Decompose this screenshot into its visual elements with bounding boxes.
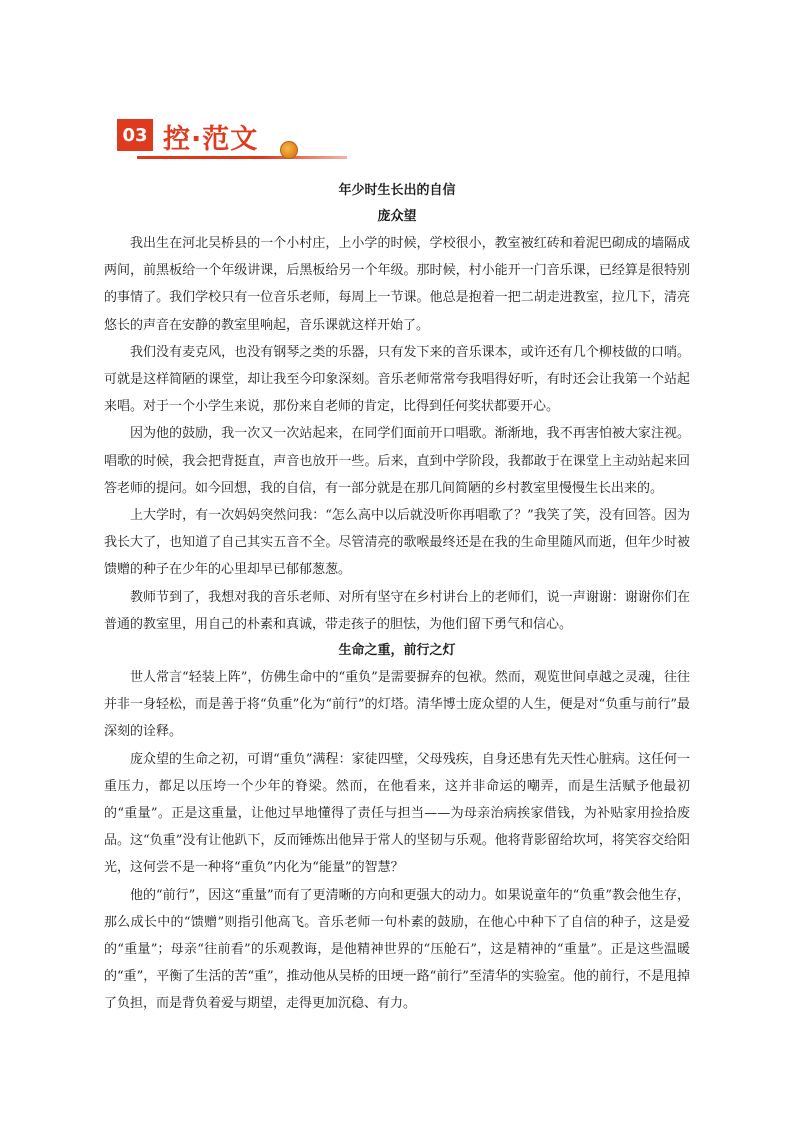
- essay-author: 庞众望: [377, 209, 417, 224]
- section-title: 控·范文: [163, 124, 259, 155]
- essay-paragraph: 上大学时，有一次妈妈突然问我：“怎么高中以后就没听你再唱歌了？”我笑了笑，没有回答。因为我长大了，也知道了自己其实五音不全。尽管清亮的歌喉最终还是在我的生命里随风而逝，但年少时被馈赠的种子在少年的心里却早已郁郁葱葱。: [104, 508, 690, 578]
- essay-paragraph: 我出生在河北吴桥县的一个小村庄，上小学的时候，学校很小，教室被红砖和着泥巴砌成的墙隔成两间，前黑板给一个年级讲课，后黑板给另一个年级。那时候，村小能开一门音乐课，已经算是很特别的事情了。我们学校只有一位音乐老师，每周上一节课。他总是抱着一把二胡走进教室，拉几下，清亮悠长的声音在安静的教室里响起，音乐课就这样开始了。: [104, 236, 690, 333]
- essay-title: 年少时生长出的自信: [338, 183, 456, 198]
- essay-paragraph: 他的“前行”，因这“重量”而有了更清晰的方向和更强大的动力。如果说童年的“负重”教会他生存，那么成长中的“馈赠”则指引他高飞。音乐老师一句朴素的鼓励，在他心中种下了自信的种子，这是爱的“重量”；母亲“往前看”的乐观教诲，是他精神世界的“压舱石”，这是精神的“重量”。正是这些温暖的“重”，平衡了生活的苦“重”，推动他从吴桥的田埂一路“前行”至清华的实验室。他的前行，不是甩掉了负担，而是背负着爱与期望，走得更加沉稳、有力。: [104, 887, 690, 1012]
- section-header: [117, 117, 307, 162]
- chestnut-icon: [280, 141, 298, 159]
- essay-content: [104, 178, 690, 1018]
- essay-title: 生命之重，前行之灯: [338, 643, 456, 659]
- essay-paragraph: 庞众望的生命之初，可谓“重负”满程：家徒四壁，父母残疾，自身还患有先天性心脏病。这任何一重压力，都足以压垮一个少年的脊梁。然而，在他看来，这并非命运的嘲弄，而是生活赋予他最初的“重量”。正是这重量，让他过早地懂得了责任与担当——为母亲治病挨家借钱，为补贴家用捡拾废品。这“负重”没有让他趴下，反而锤炼出他异于常人的坚韧与乐观。他将背影留给坎坷，将笑容交给阳光，这何尝不是一种将“重负”内化为“能量”的智慧？: [104, 751, 690, 876]
- section-number-badge: 03: [117, 119, 153, 151]
- essay-paragraph: 因为他的鼓励，我一次又一次站起来，在同学们面前开口唱歌。渐渐地，我不再害怕被大家注视。唱歌的时候，我会把背挺直，声音也放开一些。后来，直到中学阶段，我都敢于在课堂上主动站起来回答老师的提问。如今回想，我的自信，有一部分就是在那几间简陋的乡村教室里慢慢生长出来的。: [104, 426, 690, 496]
- section-underline: [137, 156, 347, 159]
- essay-paragraph: 世人常言“轻装上阵”，仿佛生命中的“重负”是需要摒弃的包袱。然而，观览世间卓越之灵魂，往往并非一身轻松，而是善于将“负重”化为“前行”的灯塔。清华博士庞众望的人生，便是对“负重与前行”最深刻的诠释。: [104, 670, 690, 740]
- essay-paragraph: 我们没有麦克风，也没有钢琴之类的乐器，只有发下来的音乐课本，或许还有几个柳枝做的口哨。可就是这样简陋的课堂，却让我至今印象深刻。音乐老师常常夸我唱得好听，有时还会让我第一个站起来唱。对于一个小学生来说，那份来自老师的肯定，比得到任何奖状都要开心。: [104, 344, 690, 415]
- essay-paragraph: 教师节到了，我想对我的音乐老师、对所有坚守在乡村讲台上的老师们，说一声谢谢：谢谢你们在普通的教室里，用自己的朴素和真诚，带走孩子的胆怯，为他们留下勇气和信心。: [104, 589, 690, 632]
